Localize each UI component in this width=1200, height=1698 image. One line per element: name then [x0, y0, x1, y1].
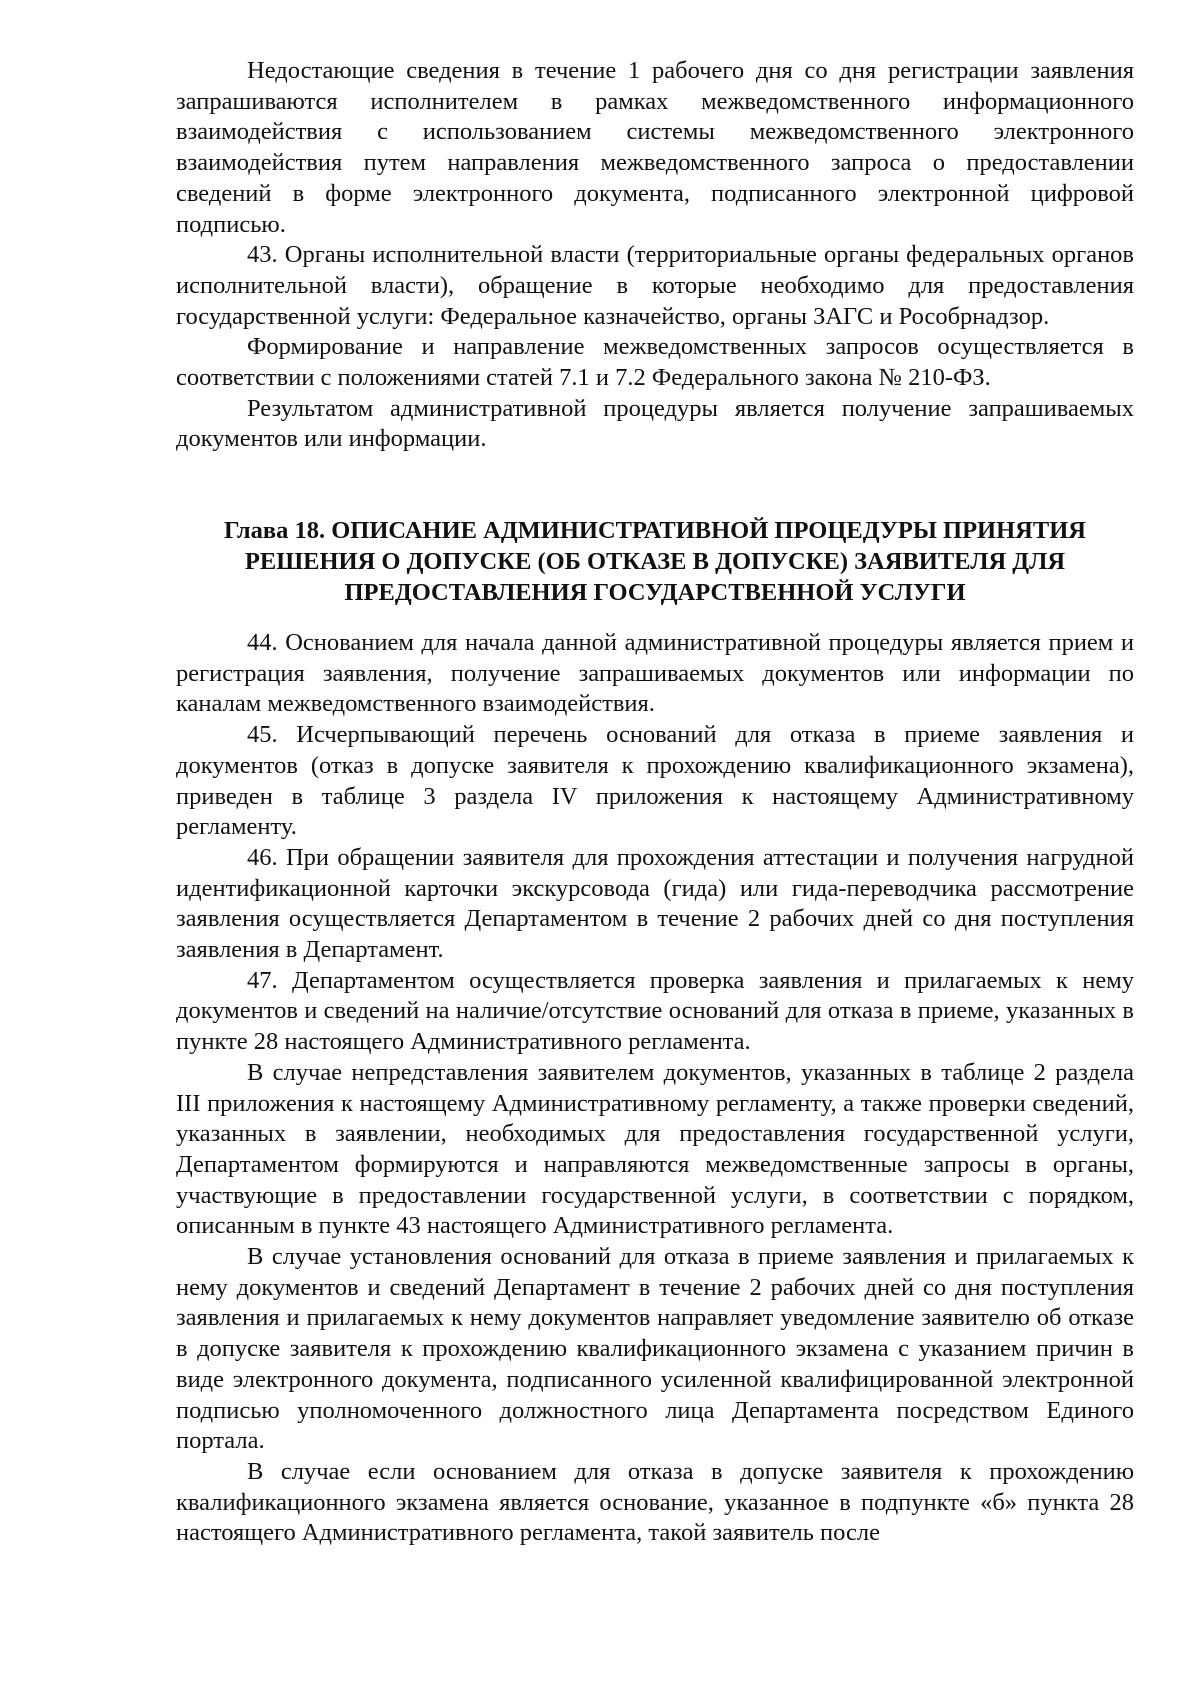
paragraph-refusal-basis: В случае если основанием для отказа в допуске заявителя к прохождению квалификационного экзамена является основание, указанное в подпункте «б» пункта 28 настоящего Административного регламента, такой заявитель после [176, 1457, 1134, 1547]
chapter-heading-line-3: ПРЕДОСТАВЛЕНИЯ ГОСУДАРСТВЕННОЙ УСЛУГИ [344, 579, 966, 606]
paragraph-43: 43. Органы исполнительной власти (территориальные органы федеральных органов исполнительной власти), обращение в которые необходимо для предоставления государственной услуги: Федеральное казначейство, органы ЗАГС и Рособрнадзор. [176, 241, 1134, 330]
paragraph-missing-info: Недостающие сведения в течение 1 рабочего дня со дня регистрации заявления запрашиваются исполнителем в рамках межведомственного информационного взаимодействия с использованием системы межведомственного электронного взаимодействия путем направления межведомственного запроса о предоставлении сведений в форме электронного документа, подписанного электронной цифровой подписью. [176, 57, 1134, 238]
paragraph-47: 47. Департаментом осуществляется проверка заявления и прилагаемых к нему документов и сведений на наличие/отсутствие оснований для отказа в приеме, указанных в пункте 28 настоящего Административного регламента. [176, 966, 1134, 1056]
paragraph-45: 45. Исчерпывающий перечень оснований для отказа в приеме заявления и документов (отказ в допуске заявителя к прохождению квалификационного экзамена), приведен в таблице 3 раздела IV приложения к настоящему Административному регламенту. [176, 721, 1134, 841]
chapter-heading-line-2: РЕШЕНИЯ О ДОПУСКЕ (ОБ ОТКАЗЕ В ДОПУСКЕ) ЗАЯВИТЕЛЯ ДЛЯ [244, 548, 1066, 575]
paragraph-interagency-requests: Формирование и направление межведомственных запросов осуществляется в соответствии с положениями статей 7.1 и 7.2 Федерального закона № 210-ФЗ. [176, 333, 1134, 392]
body-text-bottom [176, 628, 1134, 1549]
paragraph-46: 46. При обращении заявителя для прохождения аттестации и получения нагрудной идентификационной карточки экскурсовода (гида) или гида-переводчика рассмотрение заявления осуществляется Департаментом в течение 2 рабочих дней со дня поступления заявления в Департамент. [176, 843, 1134, 964]
chapter-heading [176, 515, 1134, 608]
chapter-heading-line-1: Глава 18. ОПИСАНИЕ АДМИНИСТРАТИВНОЙ ПРОЦЕДУРЫ ПРИНЯТИЯ [224, 517, 1086, 544]
body-text-top [176, 56, 1134, 455]
paragraph-interagency-check: В случае непредставления заявителем документов, указанных в таблице 2 раздела III приложения к настоящему Административному регламенту, а также проверки сведений, указанных в заявлении, необходимых для предоставления государственной услуги, Департаментом формируются и направляются межведомственные запросы в органы, участвующие в предоставлении государственной услуги, в соответствии с порядком, описанным в пункте 43 настоящего Административного регламента. [176, 1058, 1134, 1240]
paragraph-procedure-result: Результатом административной процедуры является получение запрашиваемых документов или информации. [176, 394, 1134, 453]
paragraph-44: 44. Основанием для начала данной административной процедуры является прием и регистрация заявления, получение запрашиваемых документов или информации по каналам межведомственного взаимодействия. [176, 629, 1134, 718]
paragraph-refusal-notice: В случае установления оснований для отказа в приеме заявления и прилагаемых к нему документов и сведений Департамент в течение 2 рабочих дней со дня поступления заявления и прилагаемых к нему документов направляет уведомление заявителю об отказе в допуске заявителя к прохождению квалификационного экзамена с указанием причин в виде электронного документа, подписанного усиленной квалифицированной электронной подписью уполномоченного должностного лица Департамента посредством Единого портала. [176, 1243, 1134, 1455]
